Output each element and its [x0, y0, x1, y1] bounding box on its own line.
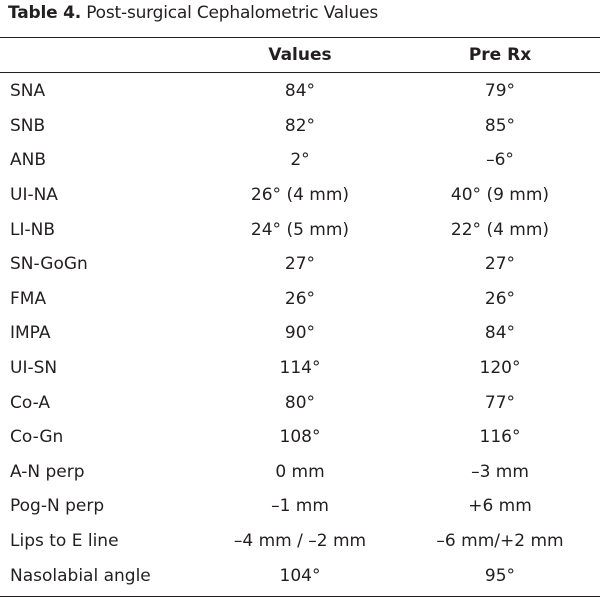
cell-values: 26° (4 mm) — [250, 185, 350, 206]
cell-pre-rx: 77° — [484, 392, 516, 413]
table-row — [0, 385, 600, 420]
table-header-row — [0, 38, 600, 72]
cell-measure: UI-SN — [10, 358, 58, 379]
cell-pre-rx: 40° (9 mm) — [450, 185, 550, 206]
cell-measure: SN-GoGn — [10, 254, 88, 275]
cell-measure: ANB — [10, 150, 47, 171]
cell-values: 26° — [284, 288, 316, 309]
table-caption — [8, 2, 378, 24]
header-values: Values — [268, 45, 332, 65]
table-row — [0, 143, 600, 178]
header-measure — [0, 38, 200, 72]
cell-measure: Lips to E line — [10, 531, 119, 552]
cell-measure: SNA — [10, 81, 46, 102]
cell-measure: A-N perp — [10, 461, 85, 482]
cell-pre-rx: 120° — [479, 358, 521, 379]
cell-pre-rx: 22° (4 mm) — [450, 219, 550, 240]
table-row — [0, 316, 600, 351]
cell-pre-rx: 26° — [484, 288, 516, 309]
cell-measure: Nasolabial angle — [10, 565, 151, 586]
cell-measure: FMA — [10, 288, 47, 309]
cell-values: 114° — [279, 358, 321, 379]
cell-pre-rx: 84° — [484, 323, 516, 344]
cell-pre-rx: –3 mm — [471, 461, 529, 482]
cell-values: 24° (5 mm) — [250, 219, 350, 240]
table-row — [0, 109, 600, 144]
cell-pre-rx: –6° — [486, 150, 514, 171]
header-pre-rx: Pre Rx — [468, 45, 532, 65]
cell-pre-rx: 116° — [479, 427, 521, 448]
cell-measure: SNB — [10, 115, 46, 136]
cell-pre-rx: 85° — [484, 115, 516, 136]
table-row — [0, 420, 600, 455]
table-caption-text: Post-surgical Cephalometric Values — [86, 3, 378, 23]
table-row — [0, 247, 600, 282]
cell-values: 27° — [284, 254, 316, 275]
cell-measure: Co-Gn — [10, 427, 64, 448]
cell-measure: Co-A — [10, 392, 50, 413]
table-caption-label: Table 4. — [8, 3, 82, 23]
table-row — [0, 178, 600, 213]
cell-values: 90° — [284, 323, 316, 344]
cell-measure: LI-NB — [10, 219, 55, 240]
cell-pre-rx: –6 mm/+2 mm — [436, 531, 564, 552]
table-row — [0, 489, 600, 524]
cell-pre-rx: 79° — [484, 81, 516, 102]
table-row — [0, 455, 600, 490]
table-row — [0, 282, 600, 317]
table-row — [0, 558, 600, 593]
cell-measure: IMPA — [10, 323, 51, 344]
table-row — [0, 212, 600, 247]
cell-values: 108° — [279, 427, 321, 448]
cell-measure: Pog-N perp — [10, 496, 105, 517]
cell-values: 0 mm — [275, 461, 325, 482]
cell-values: 82° — [284, 115, 316, 136]
cell-pre-rx: 27° — [484, 254, 516, 275]
cephalometric-table — [0, 38, 600, 593]
cell-pre-rx: 95° — [484, 565, 516, 586]
cell-values: 2° — [290, 150, 310, 171]
cell-values: 80° — [284, 392, 316, 413]
table-row — [0, 524, 600, 559]
cell-values: –4 mm / –2 mm — [233, 531, 367, 552]
cell-measure: UI-NA — [10, 185, 58, 206]
cell-values: 84° — [284, 81, 316, 102]
table-row — [0, 72, 600, 109]
cell-values: 104° — [279, 565, 321, 586]
cell-pre-rx: +6 mm — [468, 496, 532, 517]
cell-values: –1 mm — [271, 496, 329, 517]
table-row — [0, 351, 600, 386]
